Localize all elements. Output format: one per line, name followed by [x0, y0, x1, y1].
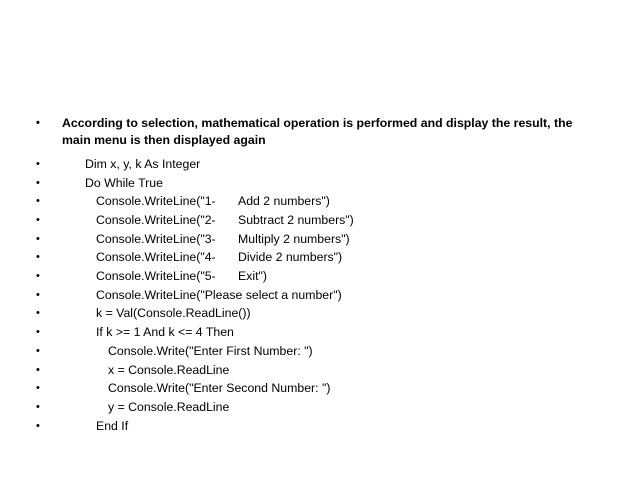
code-prefix: Console.WriteLine("3- [96, 231, 216, 246]
bullet-icon: • [36, 400, 40, 413]
bullet-icon: • [36, 288, 40, 301]
intro-bullet [36, 115, 596, 150]
code-text [62, 249, 596, 266]
bullet-icon: • [36, 363, 40, 376]
bullet-icon: • [36, 344, 40, 357]
intro-text: According to selection, mathematical operation is performed and display the result, the main menu is then displayed again [62, 116, 573, 148]
bullet-icon: • [36, 213, 40, 226]
code-line-do-while [36, 175, 596, 192]
code-line-write-second [36, 380, 596, 397]
code-text: Do While True [85, 175, 163, 190]
code-text [62, 193, 596, 210]
code-text: x = Console.ReadLine [108, 362, 230, 377]
code-line-menu-3 [36, 231, 596, 248]
bullet-icon: • [36, 419, 40, 432]
bullet-icon: • [36, 251, 40, 264]
bullet-icon: • [36, 157, 40, 170]
code-text: Console.Write("Enter Second Number: ") [108, 381, 331, 396]
bullet-icon: • [36, 117, 40, 129]
code-line-menu-1 [36, 193, 596, 210]
code-line-write-first [36, 343, 596, 360]
code-text: Dim x, y, k As Integer [85, 156, 201, 171]
code-line-menu-5 [36, 268, 596, 285]
bullet-icon: • [36, 195, 40, 208]
code-text [62, 268, 596, 285]
code-line-end-if [36, 418, 596, 435]
code-prefix: Console.WriteLine("4- [96, 250, 216, 265]
code-prefix: Console.WriteLine("5- [96, 269, 216, 284]
code-line-read-y [36, 399, 596, 416]
code-text: If k >= 1 And k <= 4 Then [96, 325, 234, 340]
code-line-menu-2 [36, 212, 596, 229]
code-line-read-x [36, 362, 596, 379]
code-text: Console.Write("Enter First Number: ") [108, 343, 313, 358]
code-suffix: Subtract 2 numbers") [238, 212, 354, 227]
bullet-icon: • [36, 270, 40, 283]
code-text: k = Val(Console.ReadLine()) [96, 306, 251, 321]
code-suffix: Add 2 numbers") [238, 194, 330, 209]
code-line-menu-4 [36, 249, 596, 266]
code-line-prompt [36, 287, 596, 304]
code-text [62, 231, 596, 248]
bullet-icon: • [36, 307, 40, 320]
code-text: y = Console.ReadLine [108, 399, 230, 414]
code-suffix: Exit") [238, 269, 267, 284]
code-text: Console.WriteLine("Please select a number") [96, 287, 342, 302]
bullet-icon: • [36, 176, 40, 189]
code-prefix: Console.WriteLine("2- [96, 212, 216, 227]
bullet-list [36, 115, 596, 436]
bullet-icon: • [36, 232, 40, 245]
code-line-read-k [36, 305, 596, 322]
bullet-icon: • [36, 326, 40, 339]
code-suffix: Multiply 2 numbers") [238, 231, 350, 246]
code-line-if [36, 324, 596, 341]
code-suffix: Divide 2 numbers") [238, 250, 343, 265]
code-line-dim [36, 156, 596, 173]
code-text [62, 212, 596, 229]
code-prefix: Console.WriteLine("1- [96, 194, 216, 209]
bullet-icon: • [36, 382, 40, 395]
code-text: End If [96, 418, 129, 433]
